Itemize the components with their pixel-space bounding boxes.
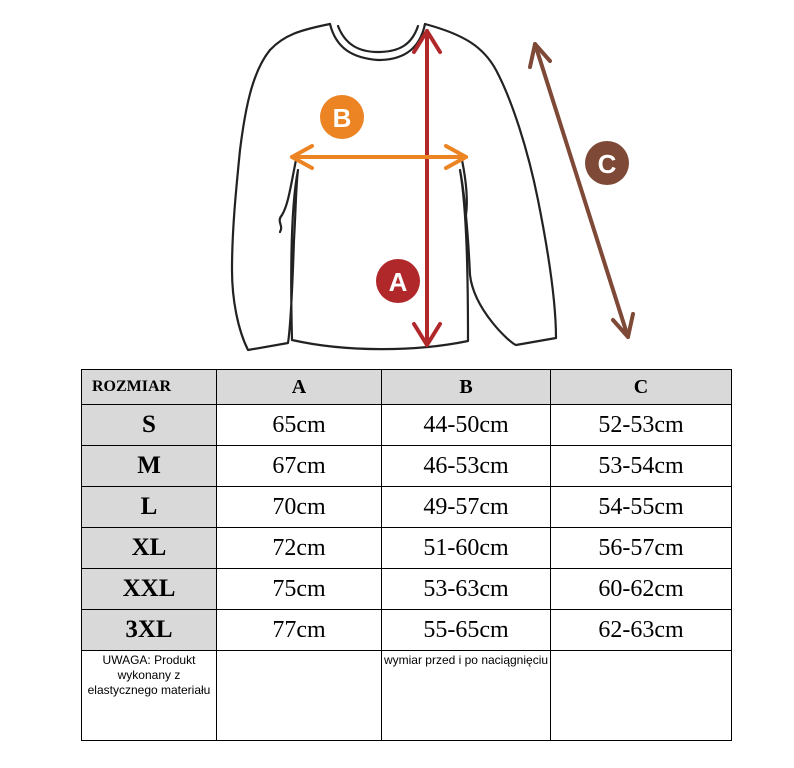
arrow-a: [414, 31, 440, 345]
arrow-b: [292, 146, 466, 168]
shirt-diagram: [0, 0, 794, 360]
value-b-cell: 46-53cm: [382, 446, 551, 487]
note-c-empty: [551, 651, 732, 741]
badge-b: [320, 95, 364, 139]
value-c-cell: 54-55cm: [551, 487, 732, 528]
header-a: A: [217, 370, 382, 405]
badge-a: [376, 259, 420, 303]
value-a-cell: 65cm: [217, 405, 382, 446]
table-note-row: [82, 651, 732, 741]
header-size: ROZMIAR: [82, 370, 217, 405]
table-row: [82, 405, 732, 446]
size-table: [81, 369, 732, 741]
table-header-row: [82, 370, 732, 405]
value-b-cell: 44-50cm: [382, 405, 551, 446]
badge-a-label: A: [388, 267, 408, 297]
value-c-cell: 60-62cm: [551, 569, 732, 610]
value-c-cell: 53-54cm: [551, 446, 732, 487]
value-a-cell: 67cm: [217, 446, 382, 487]
note-elastic: UWAGA: Produkt wykonany z elastycznego materiału: [82, 651, 217, 741]
value-a-cell: 72cm: [217, 528, 382, 569]
badge-b-label: B: [332, 103, 352, 133]
size-cell: XL: [82, 528, 217, 569]
value-b-cell: 51-60cm: [382, 528, 551, 569]
table-row: [82, 487, 732, 528]
value-b-cell: 53-63cm: [382, 569, 551, 610]
value-a-cell: 70cm: [217, 487, 382, 528]
size-cell: L: [82, 487, 217, 528]
value-a-cell: 75cm: [217, 569, 382, 610]
table-row: [82, 569, 732, 610]
value-c-cell: 52-53cm: [551, 405, 732, 446]
value-b-cell: 55-65cm: [382, 610, 551, 651]
size-cell: S: [82, 405, 217, 446]
header-c: C: [551, 370, 732, 405]
note-b-stretch: wymiar przed i po naciągnięciu: [382, 651, 551, 741]
table-row: [82, 610, 732, 651]
badge-c-label: C: [597, 149, 617, 179]
table-row: [82, 528, 732, 569]
arrow-c: [530, 44, 633, 337]
table-row: [82, 446, 732, 487]
size-cell: 3XL: [82, 610, 217, 651]
value-b-cell: 49-57cm: [382, 487, 551, 528]
size-cell: XXL: [82, 569, 217, 610]
header-b: B: [382, 370, 551, 405]
note-a-empty: [217, 651, 382, 741]
value-c-cell: 56-57cm: [551, 528, 732, 569]
value-c-cell: 62-63cm: [551, 610, 732, 651]
badge-c: [585, 141, 629, 185]
value-a-cell: 77cm: [217, 610, 382, 651]
size-cell: M: [82, 446, 217, 487]
